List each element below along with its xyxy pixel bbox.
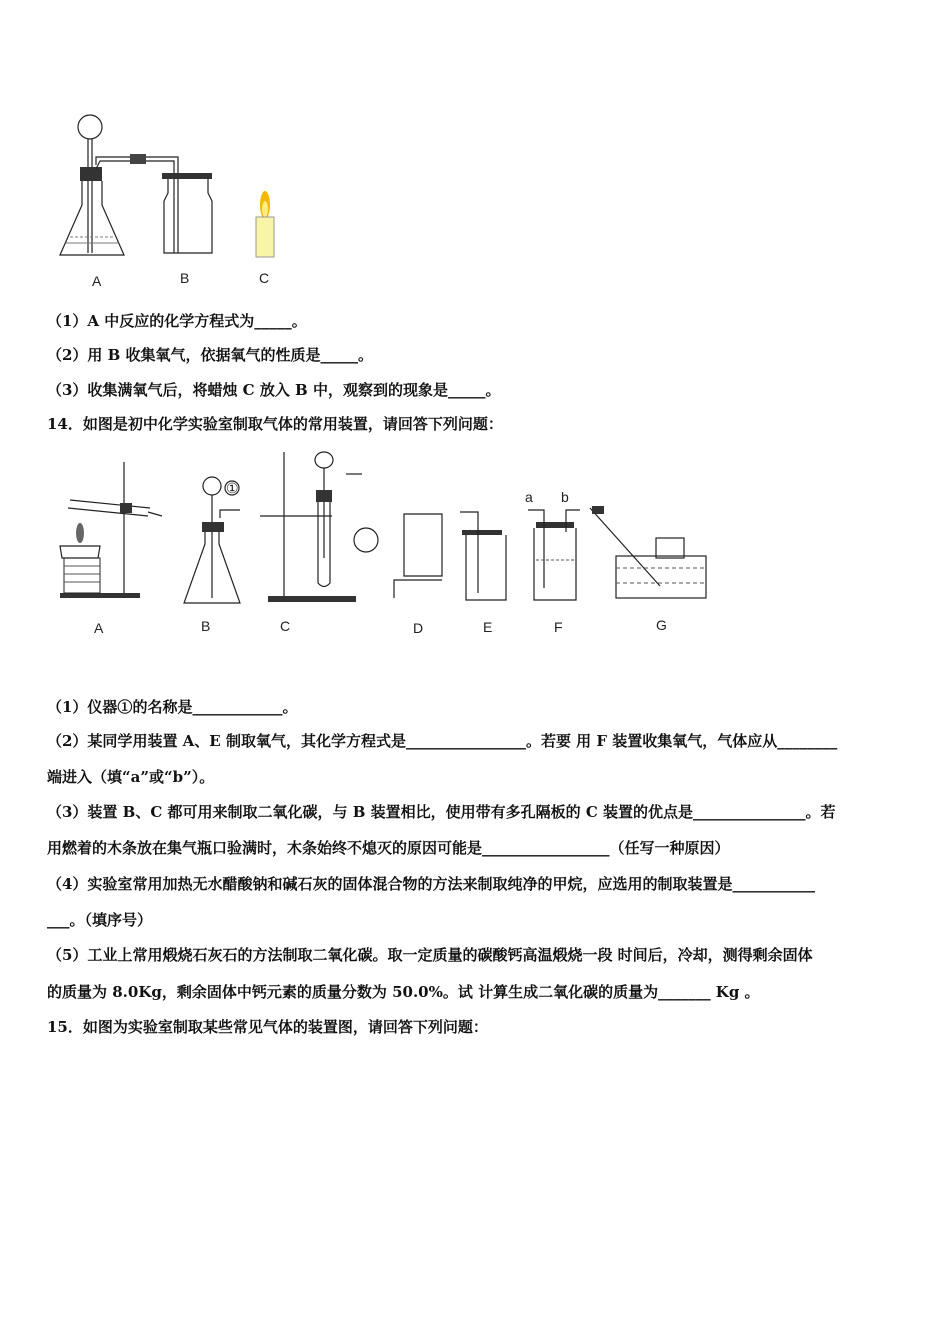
figure1-label-c: C xyxy=(259,270,270,286)
apparatus-f xyxy=(528,510,580,600)
q14-item-5-line2: 的质量为 8.0Kg，剩余固体中钙元素的质量分数为 50.0%。试 计算生成二氧化碳的质量为_______ Kg 。 xyxy=(47,983,760,1001)
q13-item-2: （2）用 B 收集氧气，依据氧气的性质是_____。 xyxy=(47,346,374,364)
figure2-label-b: B xyxy=(201,618,211,634)
q14-title: 14．如图是初中化学实验室制取气体的常用装置，请回答下列问题： xyxy=(47,415,503,433)
q14-marker-1: ① xyxy=(226,480,239,496)
apparatus-e xyxy=(460,512,506,600)
conical-flask-a xyxy=(60,115,178,255)
figure2-label-a: A xyxy=(94,620,104,636)
figure2-label-d: D xyxy=(413,620,424,636)
q14-item-2-line1: （2）某同学用装置 A、E 制取氧气，其化学方程式是________________。若要 用 F 装置收集氧气，气体应从________ xyxy=(47,732,838,750)
figure1-label-a: A xyxy=(92,273,102,289)
q14-item-3-line2: 用燃着的木条放在集气瓶口验满时，木条始终不熄灭的原因可能是_________________（任写一种原因） xyxy=(47,839,730,857)
q14-label-a: a xyxy=(525,489,533,505)
q14-label-b: b xyxy=(561,489,569,505)
figure2-label-e: E xyxy=(483,619,493,635)
q13-item-1: （1）A 中反应的化学方程式为_____。 xyxy=(47,312,307,330)
apparatus-d xyxy=(394,514,442,598)
q14-item-5-line1: （5）工业上常用煅烧石灰石的方法制取二氧化碳。取一定质量的碳酸钙高温煅烧一段 时间后，冷却，测得剩余固体 xyxy=(47,946,813,964)
apparatus-drawing xyxy=(50,105,290,295)
q14-item-4-line1: （4）实验室常用加热无水醋酸钠和碱石灰的固体混合物的方法来制取纯净的甲烷，应选用的制取装置是___________ xyxy=(47,875,815,893)
candle-c xyxy=(256,191,274,257)
figure-gas-apparatus xyxy=(50,448,710,613)
figure2-label-g: G xyxy=(656,617,667,633)
q15-title: 15．如图为实验室制取某些常见气体的装置图，请回答下列问题： xyxy=(47,1018,488,1036)
q14-item-3-line1: （3）装置 B、C 都可用来制取二氧化碳，与 B 装置相比，使用带有多孔隔板的 C 装置的优点是_______________。若 xyxy=(47,803,836,821)
figure2-label-f: F xyxy=(554,619,563,635)
gas-jar-b xyxy=(162,173,212,253)
apparatus-a xyxy=(60,462,162,598)
apparatus-set-drawing xyxy=(50,448,710,613)
q14-item-1: （1）仪器①的名称是____________。 xyxy=(47,698,298,716)
q13-item-3: （3）收集满氧气后，将蜡烛 C 放入 B 中，观察到的现象是_____。 xyxy=(47,381,501,399)
figure1-label-b: B xyxy=(180,270,190,286)
q14-item-4-line2: ___。（填序号） xyxy=(47,911,153,929)
apparatus-g xyxy=(590,506,706,598)
apparatus-c xyxy=(260,452,378,602)
figure2-label-c: C xyxy=(280,618,291,634)
q14-item-2-line2: 端进入（填“a”或“b”）。 xyxy=(47,768,215,786)
figure-oxygen-apparatus xyxy=(50,105,290,295)
